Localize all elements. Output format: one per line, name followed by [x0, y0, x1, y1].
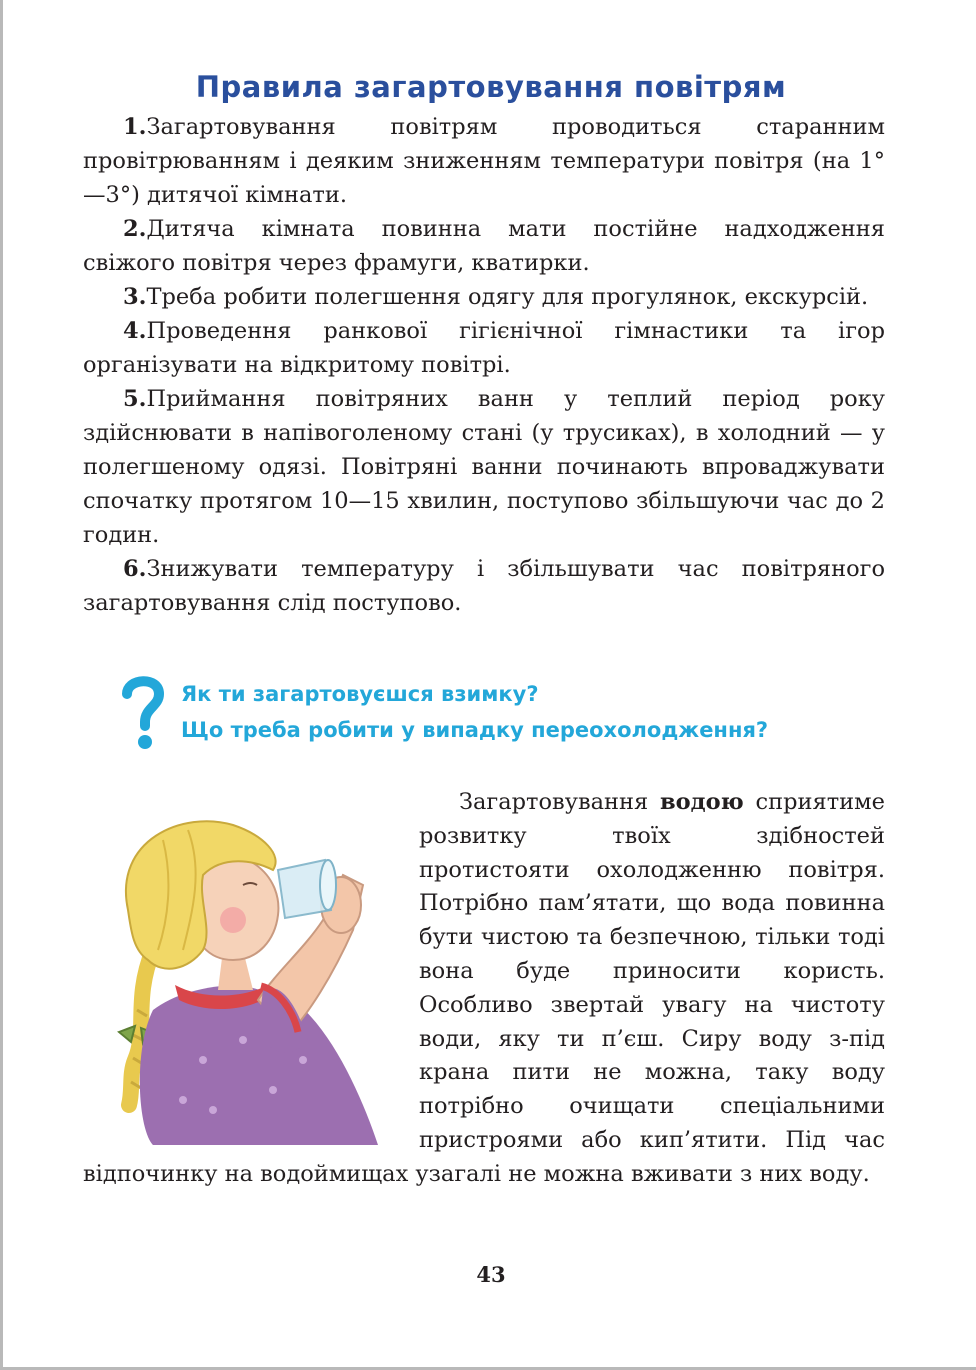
rule-number: 4.	[123, 318, 147, 344]
rule-item	[83, 212, 885, 280]
rule-item	[83, 552, 885, 620]
rule-number: 2.	[123, 216, 147, 242]
rule-item	[83, 382, 885, 552]
water-text-lead: Загартовування	[459, 789, 661, 815]
rule-number: 6.	[123, 556, 147, 582]
water-text-rest: сприятиме розвитку твоїх здібностей протистояти охолодженню повітря. Потрібно пам’ятати, що вода повинна бути чистою та безпечною, тільки тоді вона буде приносити користь. Особливо звертай увагу на чистоту води, яку ти п’єш. Сиру воду з-під крана пити не можна, таку воду потрібно очищати спеціальними пристроями або кип’ятити. Під час відпочинку на водоймищах узагалі не можна вживати з них воду.	[83, 789, 885, 1187]
rule-text: Загартовування повітрям проводиться старанним провітрюванням і деяким зниженням температури повітря (на 1°—3°) дитячої кімнати.	[83, 114, 885, 208]
question-block	[121, 672, 881, 752]
question-1: Як ти загартовуєшся взимку?	[181, 682, 539, 706]
rule-text: Проведення ранкової гігієнічної гімнастики та ігор організувати на відкритому повітрі.	[83, 318, 885, 378]
rule-item	[83, 280, 885, 314]
rule-number: 5.	[123, 386, 147, 412]
water-hardening-paragraph	[83, 786, 885, 1192]
illustration-space	[83, 786, 419, 1156]
rule-text: Приймання повітряних ванн у теплий період року здійснювати в напівоголеному стані (у трусиках), в холодний — у полегшеному одязі. Повітряні ванни починають впроваджувати спочатку протягом 10—15 хвилин, поступово збільшуючи час до 2 годин.	[83, 386, 885, 548]
question-mark-icon	[121, 672, 165, 752]
section-title: Правила загартовування повітрям	[195, 70, 787, 104]
rule-text: Дитяча кімната повинна мати постійне надходження свіжого повітря через фрамуги, кватирки.	[83, 216, 885, 276]
rule-text: Знижувати температуру і збільшувати час повітряного загартовування слід поступово.	[83, 556, 885, 616]
question-2: Що треба робити у випадку переохолодження?	[181, 718, 769, 742]
water-keyword: водою	[660, 789, 744, 815]
question-lines	[181, 676, 768, 748]
page-number: 43	[476, 1262, 506, 1287]
rule-item	[83, 110, 885, 212]
rule-text: Треба робити полегшення одягу для прогулянок, екскурсій.	[146, 284, 869, 310]
rule-number: 1.	[123, 114, 147, 140]
rule-number: 3.	[123, 284, 147, 310]
rules-list	[83, 110, 885, 620]
rule-item	[83, 314, 885, 382]
